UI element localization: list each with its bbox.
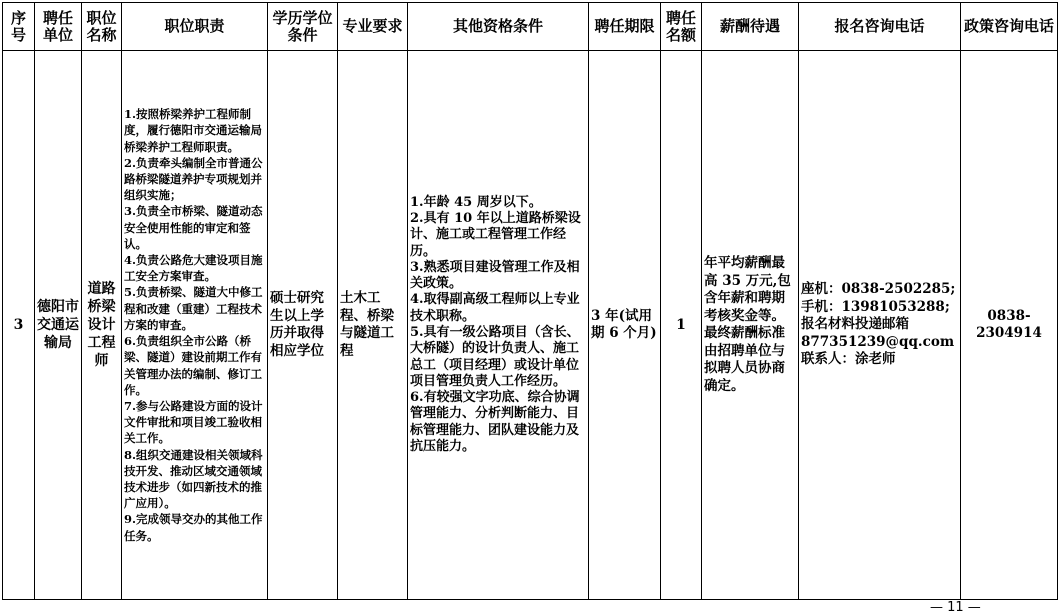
cell-contact	[799, 51, 961, 600]
header-policy-phone: 政策咨询电话	[961, 3, 1058, 51]
cell-duties	[122, 51, 268, 600]
recruitment-table	[2, 2, 1058, 600]
cell-quota: 1	[661, 51, 702, 600]
duty-item: 8.组织交通建设相关领域科技开发、推动区域交通领域技术进步（如四新技术的推广应用）。	[124, 447, 263, 511]
header-salary: 薪酬待遇	[702, 3, 799, 51]
duty-item: 3.负责全市桥梁、隧道动态安全使用性能的审定和签认。	[124, 204, 263, 251]
contact-mobile: 手机：13981053288;	[801, 298, 950, 315]
header-major: 专业要求	[338, 3, 408, 51]
duty-item: 9.完成领导交办的其他工作任务。	[124, 512, 263, 543]
cell-index: 3	[3, 51, 35, 600]
header-term: 聘任期限	[589, 3, 661, 51]
header-unit: 聘任单位	[35, 3, 82, 51]
duty-item: 7.参与公路建设方面的设计文件审批和项目竣工验收相关工作。	[124, 398, 263, 446]
contact-person: 联系人：涂老师	[801, 351, 896, 368]
header-quota: 聘任名额	[661, 3, 702, 51]
header-row	[3, 3, 1058, 51]
header-requirements: 其他资格条件	[408, 3, 589, 51]
cell-position: 道路桥梁设计工程师	[82, 51, 122, 600]
duty-item: 4.负责公路危大建设项目施工安全方案审查。	[124, 253, 263, 284]
cell-requirements	[408, 51, 589, 600]
contact-email[interactable]: 877351239@qq.com	[801, 333, 955, 350]
header-contact: 报名咨询电话	[799, 3, 961, 51]
cell-policy-phone: 0838-2304914	[961, 51, 1058, 600]
cell-term: 3 年(试用期 6 个月)	[589, 51, 661, 600]
header-position: 职位名称	[82, 3, 122, 51]
header-index: 序号	[3, 3, 35, 51]
cell-unit: 德阳市交通运输局	[35, 51, 82, 600]
requirement-item: 5.具有一级公路项目（含长、大桥隧）的设计负责人、施工总工（项目经理）或设计单位项目管理负责人工作经历。	[410, 325, 580, 389]
header-duties: 职位职责	[122, 3, 268, 51]
contact-landline: 座机：0838-2502285;	[801, 281, 956, 298]
requirement-item: 1.年龄 45 周岁以下。	[410, 194, 542, 210]
page-number: — 11 —	[930, 600, 981, 615]
duty-item: 1.按照桥梁养护工程师制度，履行德阳市交通运输局桥梁养护工程师职责。	[124, 107, 262, 154]
cell-major: 土木工程、桥梁与隧道工程	[338, 51, 408, 600]
duty-item: 5.负责桥梁、隧道大中修工程和改建（重建）工程技术方案的审查。	[124, 285, 263, 332]
duty-item: 6.负责组织全市公路（桥梁、隧道）建设前期工作有关管理办法的编制、修订工作。	[124, 334, 262, 397]
cell-education: 硕士研究生以上学历并取得相应学位	[268, 51, 338, 600]
contact-email-label: 报名材料投递邮箱	[801, 316, 909, 333]
table-row	[3, 51, 1058, 600]
requirement-item: 3.熟悉项目建设管理工作及相关政策。	[410, 259, 580, 292]
requirement-item: 6.有较强文字功底、综合协调管理能力、分析判断能力、目标管理能力、团队建设能力及抗压能力。	[410, 390, 580, 455]
header-education: 学历学位条件	[268, 3, 338, 51]
requirement-item: 2.具有 10 年以上道路桥梁设计、施工或工程管理工作经历。	[410, 210, 581, 259]
cell-salary: 年平均薪酬最高 35 万元,包含年薪和聘期考核奖金等。最终薪酬标准由招聘单位与拟聘人员协商确定。	[702, 51, 799, 600]
requirement-item: 4.取得副高级工程师以上专业技术职称。	[410, 292, 580, 324]
duty-item: 2.负责牵头编制全市普通公路桥梁隧道养护专项规划并组织实施；	[124, 155, 263, 203]
